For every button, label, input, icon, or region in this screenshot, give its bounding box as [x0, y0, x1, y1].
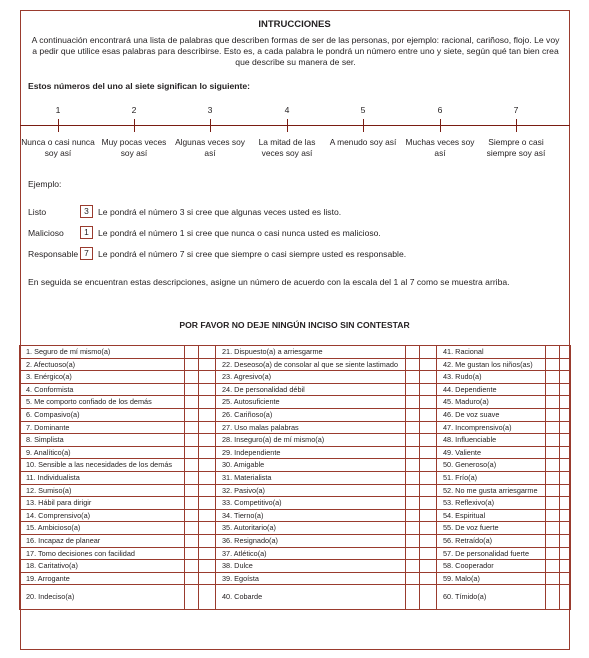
item-label: 35. Autoritario(a) [216, 522, 406, 535]
table-row [20, 446, 571, 459]
answer-cell[interactable] [199, 509, 216, 522]
answer-cell[interactable] [546, 471, 560, 484]
answer-cell[interactable] [185, 396, 199, 409]
answer-cell[interactable] [420, 560, 437, 573]
table-row [20, 434, 571, 447]
answer-cell[interactable] [560, 434, 571, 447]
example-word: Responsable [28, 249, 79, 259]
item-label: 24. De personalidad débil [216, 383, 406, 396]
answer-cell[interactable] [185, 358, 199, 371]
answer-cell[interactable] [560, 497, 571, 510]
answer-cell[interactable] [406, 421, 420, 434]
answer-cell[interactable] [406, 509, 420, 522]
scale-number: 3 [207, 105, 213, 115]
answer-cell[interactable] [199, 585, 216, 610]
item-label: 18. Caritativo(a) [20, 560, 185, 573]
item-label: 41. Racional [437, 346, 546, 359]
answer-cell[interactable] [420, 371, 437, 384]
scale-tick [58, 119, 59, 132]
answer-cell[interactable] [406, 346, 420, 359]
answer-cell[interactable] [199, 383, 216, 396]
answer-cell[interactable] [406, 572, 420, 585]
item-label: 5. Me comporto confiado de los demás [20, 396, 185, 409]
answer-cell[interactable] [406, 408, 420, 421]
item-label: 47. Incomprensivo(a) [437, 421, 546, 434]
item-label: 13. Hábil para dirigir [20, 497, 185, 510]
answer-cell[interactable] [546, 383, 560, 396]
answer-cell[interactable] [546, 371, 560, 384]
item-label: 48. Influenciable [437, 434, 546, 447]
answer-cell[interactable] [406, 534, 420, 547]
answer-cell[interactable] [546, 446, 560, 459]
answer-cell[interactable] [546, 572, 560, 585]
scale-number: 7 [513, 105, 519, 115]
answer-cell[interactable] [560, 408, 571, 421]
answer-cell[interactable] [560, 358, 571, 371]
table-row [20, 346, 571, 359]
table-row [20, 572, 571, 585]
answer-cell[interactable] [560, 346, 571, 359]
item-label: 44. Dependiente [437, 383, 546, 396]
answer-cell[interactable] [420, 471, 437, 484]
example-description: Le pondrá el número 3 si cree que algunas veces usted es listo. [98, 207, 342, 217]
item-label: 1. Seguro de mí mismo(a) [20, 346, 185, 359]
item-label: 22. Deseoso(a) de consolar al que se siente lastimado [216, 358, 406, 371]
answer-cell[interactable] [420, 522, 437, 535]
table-row [20, 534, 571, 547]
item-label: 3. Enérgico(a) [20, 371, 185, 384]
answer-cell[interactable] [546, 459, 560, 472]
answer-cell[interactable] [406, 358, 420, 371]
answer-cell[interactable] [199, 497, 216, 510]
answer-cell[interactable] [560, 560, 571, 573]
item-label: 42. Me gustan los niños(as) [437, 358, 546, 371]
answer-cell[interactable] [199, 421, 216, 434]
answer-cell[interactable] [185, 434, 199, 447]
answer-cell[interactable] [420, 408, 437, 421]
item-label: 14. Comprensivo(a) [20, 509, 185, 522]
answer-cell[interactable] [546, 522, 560, 535]
item-label: 38. Dulce [216, 560, 406, 573]
item-label: 10. Sensible a las necesidades de los demás [20, 459, 185, 472]
item-label: 50. Generoso(a) [437, 459, 546, 472]
scale-label: Algunas veces soy así [175, 137, 245, 158]
item-label: 54. Espiritual [437, 509, 546, 522]
table-row [20, 585, 571, 610]
table-row [20, 560, 571, 573]
answer-cell[interactable] [185, 509, 199, 522]
answer-cell[interactable] [560, 446, 571, 459]
table-row [20, 358, 571, 371]
item-label: 17. Tomo decisiones con facilidad [20, 547, 185, 560]
answer-cell[interactable] [199, 471, 216, 484]
scale-number: 6 [437, 105, 443, 115]
item-label: 58. Cooperador [437, 560, 546, 573]
answer-cell[interactable] [546, 408, 560, 421]
item-label: 25. Autosuficiente [216, 396, 406, 409]
item-label: 51. Frío(a) [437, 471, 546, 484]
answer-cell[interactable] [420, 346, 437, 359]
item-label: 15. Ambicioso(a) [20, 522, 185, 535]
answer-cell[interactable] [546, 585, 560, 610]
item-label: 31. Materialista [216, 471, 406, 484]
answer-cell[interactable] [185, 484, 199, 497]
example-value-box: 7 [80, 247, 93, 260]
answer-cell[interactable] [560, 547, 571, 560]
item-label: 26. Cariñoso(a) [216, 408, 406, 421]
item-label: 21. Dispuesto(a) a arriesgarme [216, 346, 406, 359]
answer-cell[interactable] [199, 371, 216, 384]
scale-number: 1 [55, 105, 61, 115]
answer-cell[interactable] [546, 421, 560, 434]
answer-cell[interactable] [185, 346, 199, 359]
item-label: 12. Sumiso(a) [20, 484, 185, 497]
answer-cell[interactable] [560, 522, 571, 535]
item-label: 30. Amigable [216, 459, 406, 472]
answer-cell[interactable] [560, 459, 571, 472]
answer-cell[interactable] [185, 497, 199, 510]
items-table [19, 345, 571, 610]
table-row [20, 509, 571, 522]
answer-cell[interactable] [185, 408, 199, 421]
answer-cell[interactable] [546, 497, 560, 510]
answer-cell[interactable] [560, 534, 571, 547]
answer-cell[interactable] [546, 547, 560, 560]
item-label: 23. Agresivo(a) [216, 371, 406, 384]
table-row [20, 408, 571, 421]
answer-cell[interactable] [420, 383, 437, 396]
answer-cell[interactable] [420, 446, 437, 459]
item-label: 19. Arrogante [20, 572, 185, 585]
scale-label: Nunca o casi nunca soy así [21, 137, 95, 158]
item-label: 59. Malo(a) [437, 572, 546, 585]
item-label: 53. Reflexivo(a) [437, 497, 546, 510]
answer-cell[interactable] [546, 434, 560, 447]
scale-tick [363, 119, 364, 132]
answer-cell[interactable] [406, 459, 420, 472]
item-label: 9. Analítico(a) [20, 446, 185, 459]
followup-text: En seguida se encuentran estas descripciones, asigne un número de acuerdo con la escala del 1 al 7 como se muestra arriba. [28, 277, 510, 287]
example-heading: Ejemplo: [28, 179, 62, 189]
scale-tick [440, 119, 441, 132]
item-label: 7. Dominante [20, 421, 185, 434]
item-label: 60. Tímido(a) [437, 585, 546, 610]
answer-cell[interactable] [185, 371, 199, 384]
answer-cell[interactable] [199, 572, 216, 585]
answer-cell[interactable] [185, 534, 199, 547]
table-row [20, 371, 571, 384]
answer-cell[interactable] [406, 471, 420, 484]
answer-cell[interactable] [420, 396, 437, 409]
answer-cell[interactable] [406, 585, 420, 610]
answer-cell[interactable] [406, 547, 420, 560]
answer-cell[interactable] [406, 371, 420, 384]
answer-cell[interactable] [199, 459, 216, 472]
answer-cell[interactable] [420, 572, 437, 585]
scale-number: 4 [284, 105, 290, 115]
answer-cell[interactable] [560, 572, 571, 585]
scale-line [20, 125, 570, 126]
item-label: 32. Pasivo(a) [216, 484, 406, 497]
item-label: 57. De personalidad fuerte [437, 547, 546, 560]
scale-tick [287, 119, 288, 132]
table-row [20, 459, 571, 472]
scale-number: 5 [360, 105, 366, 115]
example-value-box: 3 [80, 205, 93, 218]
answer-cell[interactable] [185, 560, 199, 573]
item-label: 4. Conformista [20, 383, 185, 396]
answer-cell[interactable] [546, 509, 560, 522]
item-label: 11. Individualista [20, 471, 185, 484]
answer-cell[interactable] [546, 534, 560, 547]
answer-cell[interactable] [185, 421, 199, 434]
answer-cell[interactable] [546, 358, 560, 371]
answer-cell[interactable] [185, 585, 199, 610]
scale-label: Muy pocas veces soy así [101, 137, 167, 158]
scale-number: 2 [131, 105, 137, 115]
table-row [20, 396, 571, 409]
item-label: 49. Valiente [437, 446, 546, 459]
answer-cell[interactable] [185, 383, 199, 396]
scale-tick [210, 119, 211, 132]
item-label: 6. Compasivo(a) [20, 408, 185, 421]
item-label: 29. Independiente [216, 446, 406, 459]
item-label: 36. Resignado(a) [216, 534, 406, 547]
answer-cell[interactable] [199, 346, 216, 359]
item-label: 40. Cobarde [216, 585, 406, 610]
answer-cell[interactable] [199, 446, 216, 459]
table-row [20, 471, 571, 484]
example-description: Le pondrá el número 7 si cree que siempre o casi siempre usted es responsable. [98, 249, 407, 259]
answer-cell[interactable] [199, 560, 216, 573]
page-title: INTRUCCIONES [258, 19, 331, 30]
answer-cell[interactable] [560, 383, 571, 396]
answer-cell[interactable] [199, 547, 216, 560]
answer-cell[interactable] [406, 434, 420, 447]
item-label: 56. Retraído(a) [437, 534, 546, 547]
answer-cell[interactable] [199, 408, 216, 421]
answer-cell[interactable] [420, 509, 437, 522]
table-row [20, 383, 571, 396]
answer-cell[interactable] [546, 346, 560, 359]
answer-cell[interactable] [185, 446, 199, 459]
item-label: 46. De voz suave [437, 408, 546, 421]
example-value-box: 1 [80, 226, 93, 239]
example-description: Le pondrá el número 1 si cree que nunca o casi nunca usted es malicioso. [98, 228, 381, 238]
scale-label: Siempre o casi siempre soy así [486, 137, 546, 158]
item-label: 33. Competitivo(a) [216, 497, 406, 510]
item-label: 2. Afectuoso(a) [20, 358, 185, 371]
answer-cell[interactable] [406, 383, 420, 396]
answer-cell[interactable] [199, 434, 216, 447]
answer-cell[interactable] [406, 497, 420, 510]
answer-cell[interactable] [185, 572, 199, 585]
answer-cell[interactable] [560, 484, 571, 497]
item-label: 52. No me gusta arriesgarme [437, 484, 546, 497]
answer-cell[interactable] [560, 585, 571, 610]
answer-cell[interactable] [406, 446, 420, 459]
answer-cell[interactable] [560, 371, 571, 384]
item-label: 45. Maduro(a) [437, 396, 546, 409]
scale-label: La mitad de las veces soy así [258, 137, 316, 158]
answer-cell[interactable] [199, 484, 216, 497]
example-word: Malicioso [28, 228, 64, 238]
intro-paragraph: A continuación encontrará una lista de palabras que describen formas de ser de las personas, por ejemplo: racional, cariñoso, flojo. Le voy a pedir que utilice esas palabras para describirse. Esto es, a cada palabra le pondrá un número entre uno y siete, según qué tan bien crea que describe su manera de ser. [31, 35, 560, 67]
answer-cell[interactable] [406, 560, 420, 573]
answer-cell[interactable] [560, 396, 571, 409]
scale-heading: Estos números del uno al siete significan lo siguiente: [28, 81, 251, 91]
answer-cell[interactable] [546, 560, 560, 573]
answer-cell[interactable] [546, 484, 560, 497]
item-label: 8. Simplista [20, 434, 185, 447]
answer-cell[interactable] [199, 534, 216, 547]
item-label: 37. Atlético(a) [216, 547, 406, 560]
answer-cell[interactable] [406, 396, 420, 409]
answer-cell[interactable] [185, 471, 199, 484]
answer-cell[interactable] [185, 522, 199, 535]
answer-cell[interactable] [199, 396, 216, 409]
item-label: 27. Uso malas palabras [216, 421, 406, 434]
answer-cell[interactable] [420, 547, 437, 560]
table-row [20, 421, 571, 434]
table-row [20, 547, 571, 560]
answer-cell[interactable] [420, 534, 437, 547]
answer-cell[interactable] [199, 522, 216, 535]
answer-cell[interactable] [199, 358, 216, 371]
table-row [20, 497, 571, 510]
answer-cell[interactable] [560, 509, 571, 522]
example-word: Listo [28, 207, 47, 217]
scale-tick [134, 119, 135, 132]
item-label: 28. Inseguro(a) de mí mismo(a) [216, 434, 406, 447]
answer-cell[interactable] [420, 484, 437, 497]
answer-cell[interactable] [406, 484, 420, 497]
table-row [20, 522, 571, 535]
scale-label: A menudo soy así [329, 137, 397, 147]
answer-cell[interactable] [546, 396, 560, 409]
warning-heading: POR FAVOR NO DEJE NINGÚN INCISO SIN CONTESTAR [179, 320, 410, 330]
item-label: 20. Indeciso(a) [20, 585, 185, 610]
answer-cell[interactable] [420, 459, 437, 472]
scale-tick [516, 119, 517, 132]
item-label: 34. Tierno(a) [216, 509, 406, 522]
table-row [20, 484, 571, 497]
item-label: 43. Rudo(a) [437, 371, 546, 384]
answer-cell[interactable] [420, 585, 437, 610]
answer-cell[interactable] [420, 434, 437, 447]
answer-cell[interactable] [560, 421, 571, 434]
item-label: 55. De voz fuerte [437, 522, 546, 535]
answer-cell[interactable] [420, 421, 437, 434]
answer-cell[interactable] [420, 497, 437, 510]
answer-cell[interactable] [406, 522, 420, 535]
answer-cell[interactable] [560, 471, 571, 484]
item-label: 16. Incapaz de planear [20, 534, 185, 547]
answer-cell[interactable] [185, 459, 199, 472]
answer-cell[interactable] [185, 547, 199, 560]
answer-cell[interactable] [420, 358, 437, 371]
item-label: 39. Egoísta [216, 572, 406, 585]
scale-label: Muchas veces soy así [405, 137, 475, 158]
